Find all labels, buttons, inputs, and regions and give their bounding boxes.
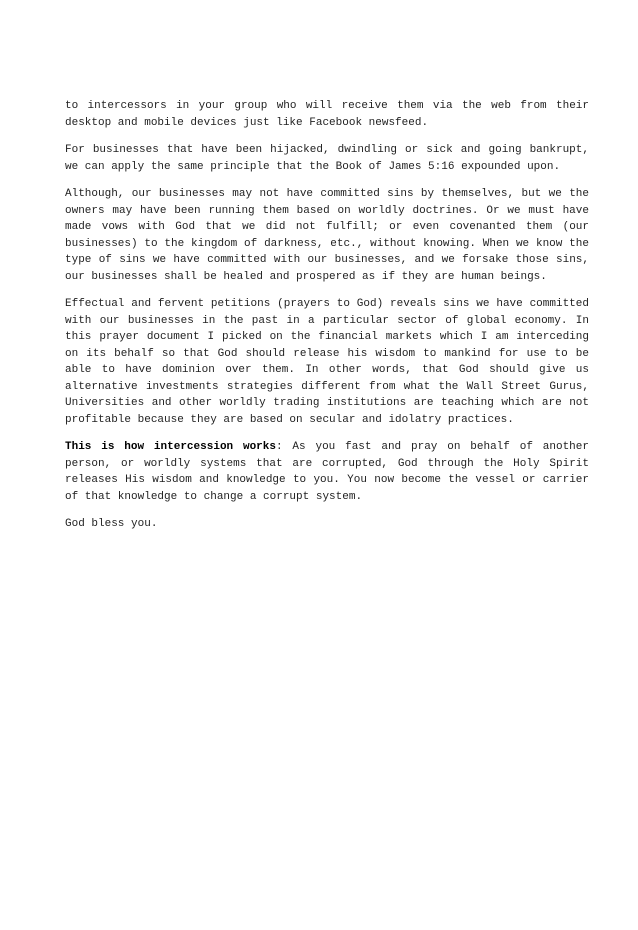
paragraph-text: : As you fast and pray on behalf of another person, or worldly systems that are corrupted, God through the Holy Spirit releases His wisdom and knowledge to you. You now become the vessel or carrier of that knowledge to change a corrupt system. [65,441,589,503]
paragraph-intercession-works [65,439,589,505]
paragraph-text: to intercessors in your group who will receive them via the web from their desktop and mobile devices just like Facebook newsfeed. [65,100,589,129]
closing-text: God bless you. [65,518,158,530]
paragraph-closing [65,516,589,533]
paragraph-text: Although, our businesses may not have committed sins by themselves, but we the owners may have been running them based on worldly doctrines. Or we must have made vows with God that we did not fulfill; or even covenanted them (our businesses) to the kingdom of darkness, etc., without knowing. When we know the type of sins we have committed with our businesses, and we forsake those sins, our businesses shall be healed and prospered as if they are human beings. [65,188,589,283]
document-body [65,98,589,544]
paragraph-intercessors [65,98,589,131]
paragraph-although [65,186,589,285]
paragraph-effectual [65,296,589,428]
paragraph-text: For businesses that have been hijacked, dwindling or sick and going bankrupt, we can apply the same principle that the Book of James 5:16 expounded upon. [65,144,589,173]
paragraph-text: Effectual and fervent petitions (prayers to God) reveals sins we have committed with our businesses in the past in a particular sector of global economy. In this prayer document I picked on the financial markets which I am interceding on its behalf so that God should release his wisdom to mankind for use to be able to have dominion over them. In other words, that God should give us alternative investments strategies different from what the Wall Street Gurus, Universities and other worldly trading institutions are teaching which are not profitable because they are based on secular and idolatry practices. [65,298,589,426]
bold-lead-text: This is how intercession works [65,441,276,453]
paragraph-businesses [65,142,589,175]
